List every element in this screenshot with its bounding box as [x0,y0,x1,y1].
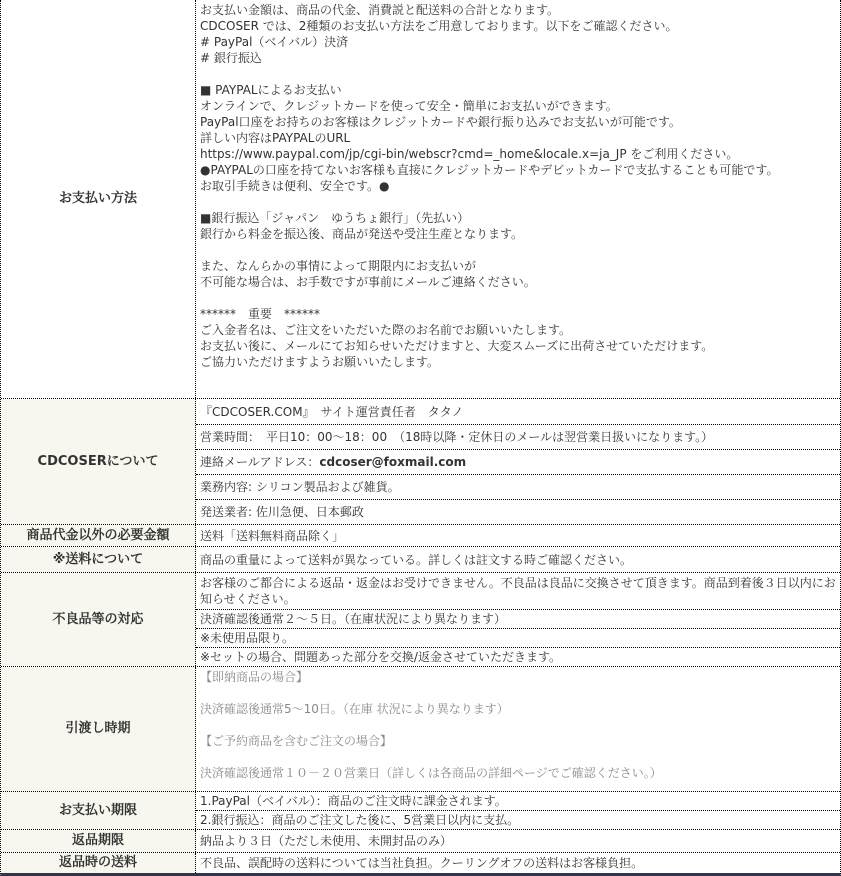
extra-fees-text: 送料「送料無料商品除く」 [200,528,345,543]
shipping-note-label: ※送料について [1,547,196,572]
shipping-note-content [196,547,840,572]
text-line: CDCOSER では、2種類のお支払い方法をご用意しております。以下をご確認ください。 [200,19,678,33]
defective-set-row [196,647,840,666]
bank-deadline-row [196,810,840,829]
email-prefix: 連絡メールアドレス： [200,455,320,469]
return-deadline-text: 納品より３日（ただし未使用、未開封品のみ） [200,834,453,848]
section-return-deadline [1,829,840,852]
section-defective-items [1,572,840,666]
business-hours-text: 営業時間： 平日10：00～18：00 （18時以降・定休日のメールは翌営業日扱いになります。） [200,430,714,444]
defective-set-text: ※セットの場合、問題あった部分を交換/返金させていただきます。 [200,650,562,664]
section-payment-deadline [1,791,840,829]
paypal-deadline-text: 1.PayPal（ベイバル）：商品のご注文時に課金されます。 [200,794,507,808]
return-deadline-label: 返品期限 [1,830,196,852]
section-extra-fees [1,524,840,546]
text-line: ■ PAYPALによるお支払い [200,83,342,97]
text-line: また、なんらかの事情によって期限内にお支払いが [200,259,477,273]
payment-method-label: お支払い方法 [1,0,196,398]
return-deadline-row [196,830,840,852]
text-line: 【ご予約商品を含むご注文の場合】 [200,734,393,748]
about-content [196,399,840,524]
defective-unused-row [196,628,840,647]
text-line: PayPal口座をお持ちのお客様はクレジットカードや銀行振り込みでお支払いが可能です。 [200,115,681,129]
section-return-shipping [1,852,840,873]
defective-unused-text: ※未使用品限り。 [200,631,295,645]
defective-items-content [196,573,840,666]
delivery-time-text [196,667,840,783]
shipping-note-row [196,547,840,572]
shipping-carrier-text: 発送業者: 佐川急便、日本郵政 [200,505,364,519]
defective-items-label: 不良品等の対応 [1,573,196,666]
extra-fees-label: 商品代金以外の必要金額 [1,525,196,546]
about-site-row [196,399,840,424]
defective-policy-text: お客様のご都合による返品・返金はお受けできません。不良品は良品に交換させて頂きます。商品到着後３日以内にお知らせください。 [200,576,836,606]
text-line: お支払い金額は、商品の代金、消費説と配送料の合計となります。 [200,3,560,17]
text-line: お支払い後に、メールにてお知らせいただけますと、大変スムーズに出荷させていただけます。 [200,339,714,353]
text-line [200,290,836,306]
text-line: # 銀行振込 [200,51,262,65]
business-description-text: 業務内容: シリコン製品および雑貨。 [200,480,400,494]
text-line: 決済確認後通常5～10日。（在庫 状況により異なります） [200,702,509,716]
return-shipping-row [196,853,840,873]
section-payment-method [1,0,840,398]
return-shipping-text: 不良品、誤配時の送料については当社負担。クーリングオフの送料はお客様負担。 [200,856,644,870]
text-line: # PayPal（ベイバル）決済 [200,35,349,49]
defective-policy-row [196,573,840,609]
contact-email-text [200,454,466,470]
text-line [200,749,836,765]
defective-timing-row [196,609,840,628]
section-shipping-note [1,546,840,572]
shipping-note-text: 商品の重量によって送料が異なっている。詳しくは註文する時ご確認ください。 [200,552,633,567]
about-email-row [196,449,840,474]
text-line: お取引手続きは便利、安全です。● [200,179,390,193]
text-line: オンラインで、クレジットカードを使って安全・簡単にお支払いができます。 [200,99,618,113]
return-deadline-content [196,830,840,852]
site-operator-text: 『CDCOSER.COM』 サイト運営責任者 タタノ [200,404,464,419]
text-line [200,194,836,210]
about-shipper-row [196,499,840,524]
text-line: 銀行から料金を振込後、商品が発送や受注生産となります。 [200,227,524,241]
payment-deadline-label: お支払い期限 [1,792,196,829]
extra-fees-content [196,525,840,546]
section-about [1,398,840,524]
email-address: cdcoser@foxmail.com [319,455,467,469]
text-line [200,717,836,733]
payment-method-content [196,0,840,398]
text-line: 【即納商品の場合】 [200,670,309,684]
return-shipping-content [196,853,840,873]
text-line [200,242,836,258]
section-delivery-time [1,666,840,791]
paypal-deadline-row [196,792,840,810]
delivery-time-label: 引渡し時期 [1,667,196,791]
text-line: 決済確認後通常１０－２０営業日（詳しくは各商品の詳細ページでご確認ください。） [200,766,662,780]
return-shipping-label: 返品時の送料 [1,853,196,873]
text-line: 詳しい内容はPAYPALのURL [200,131,351,145]
text-line [200,685,836,701]
extra-fees-row [196,525,840,546]
text-line [200,66,836,82]
defective-timing-text: 決済確認後通常２～５日。（在庫状況により異なります） [200,612,507,626]
about-label: CDCOSERについて [1,399,196,524]
delivery-time-content [196,667,840,791]
text-line: ご協力いただけますようお願いいたします。 [200,355,440,369]
paypal-url-text: https://www.paypal.com/jp/cgi-bin/webscr?cmd=_home&locale.x=ja_JP をご利用ください。 [200,147,739,161]
text-line: 不可能な場合は、お手数ですが事前にメールご連絡ください。 [200,275,536,289]
payment-method-text [196,0,840,372]
text-line: ■銀行振込「ジャパン ゆうちょ銀行」（先払い） [200,211,470,225]
about-hours-row [196,424,840,449]
important-notice-heading: ****** 重要 ****** [200,307,321,321]
text-line: ご入金者名は、ご注文をいただいた際のお名前でお願いいたします。 [200,323,572,337]
bank-deadline-text: 2.銀行振込：商品のご注文した後に、5営業日以内に支払。 [200,813,520,827]
about-business-row [196,474,840,499]
payment-deadline-content [196,792,840,829]
text-line: ●PAYPALの口座を持てないお客様も直接にクレジットカードやデビットカードで支払することも可能です。 [200,163,779,177]
